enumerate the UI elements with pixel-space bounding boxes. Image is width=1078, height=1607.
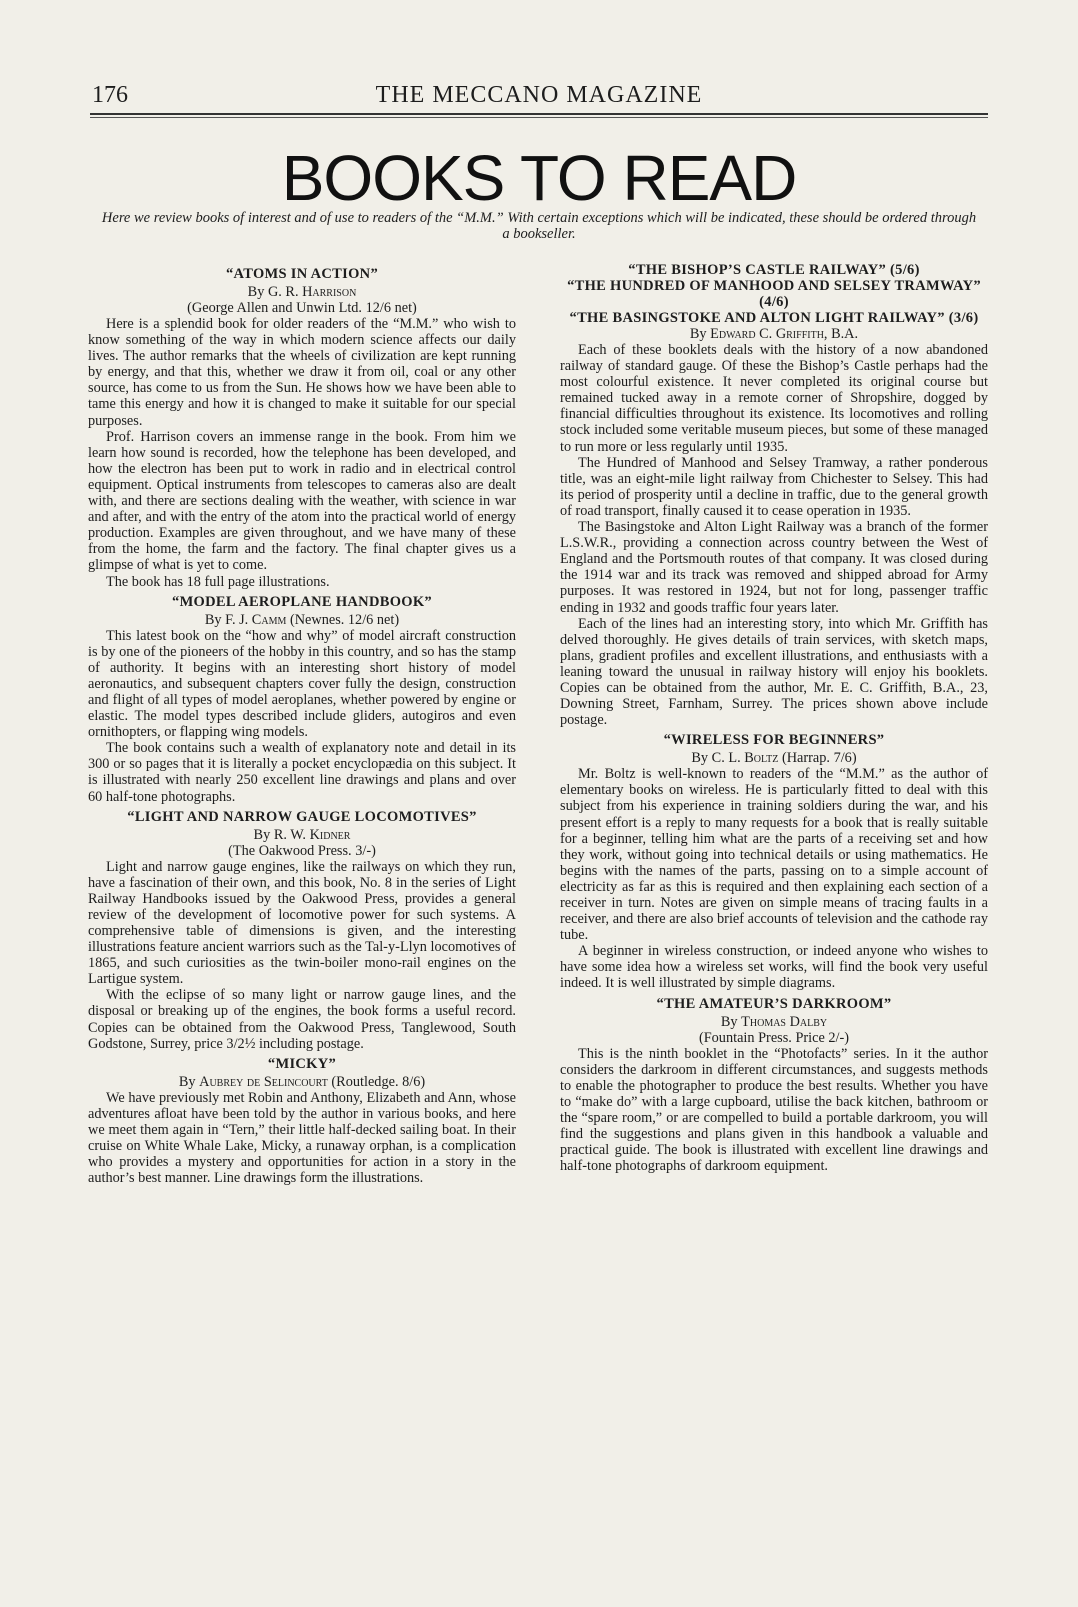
article-title: BOOKS TO READ [281, 142, 797, 214]
author-name: Edward C. Griffith, B.A. [710, 326, 859, 342]
page-number: 176 [92, 82, 128, 108]
review-paragraph: Each of these booklets deals with the history of a now abandoned railway of standard gauge. Of these the Bishop’s Castle perhaps had the most colourful existence. It never completed its original course but remained tucked away in a remote corner of Shropshire, dogged by financial difficulties throughout its existence. Its locomotives and rolling stock included some veritable museum pieces, but some of these managed to run more or less regularly until 1935. [560, 342, 988, 455]
review-byline: By F. J. Camm (Newnes. 12/6 net) [204, 611, 400, 628]
review-paragraph: The book contains such a wealth of explanatory note and detail in its 300 or so pages that it is literally a pocket encyclopædia on this subject. It is illustrated with nearly 250 excellent line drawings and plans and over 60 half-tone photographs. [88, 740, 516, 805]
article-intro: Here we review books of interest and of use to readers of the “M.M.” With certain exceptions which will be indicated, these should be ordered through a bookseller. [101, 210, 977, 242]
review-heading: “THE BASINGSTOKE AND ALTON LIGHT RAILWAY” (3/6) [569, 310, 979, 326]
review-heading: “THE HUNDRED OF MANHOOD AND SELSEY TRAMWAY” (4/6) [567, 278, 981, 310]
review-micky [88, 1056, 516, 1187]
review-paragraph: The Basingstoke and Alton Light Railway was a branch of the former L.S.W.R., providing a connection across country between the West of England and the Portsmouth routes of that company. It was closed during the 1914 war and its track was removed and shipped abroad for Army purposes. It was restored in 1924, but not for long, passenger traffic ending in 1932 and goods traffic four years later. [560, 519, 988, 616]
publisher-info: (Fountain Press. Price 2/-) [698, 1029, 850, 1046]
review-heading: “THE AMATEUR’S DARKROOM” [656, 995, 892, 1012]
review-paragraph: This latest book on the “how and why” of model aircraft construction is by one of the pioneers of the hobby in this country, and so has the stamp of authority. It begins with an interesting short history of model aeronautics, and subsequent chapters cover fully the design, construction and flight of all types of model aeroplanes, whether powered by engine or elastic. The model types described include gliders, autogiros and even ornithopters, or flapping wing models. [88, 627, 516, 741]
publisher-info: (Harrap. 7/6) [781, 750, 857, 767]
review-paragraph: We have previously met Robin and Anthony, Elizabeth and Ann, whose adventures afloat have been told by the author in various books, and here we meet them again in “Tern,” their little half-decked sailing boat. In their cruise on White Whale Lake, Micky, a runaway orphan, is a complication who provides a mystery and opportunities for action in a story in the author’s best manner. Line drawings form the illustrations. [88, 1089, 516, 1187]
review-wireless-for-beginners [560, 732, 988, 991]
review-paragraph: This is the ninth booklet in the “Photofacts” series. In it the author considers the darkroom in different circumstances, and suggests methods to enable the photographer to produce the best results. Whether you have to “make do” with a large cupboard, utilise the back kitchen, bathroom or the “spare room,” or are compelled to build a portable darkroom, you will find the suggestions and plans given in this handbook a valuable and practical guide. The book is illustrated with excellent line drawings and half-tone photographs of darkroom equipment. [560, 1045, 988, 1175]
review-heading: “MICKY” [267, 1055, 337, 1072]
running-header [90, 80, 988, 110]
publisher-info: (Newnes. 12/6 net) [289, 611, 400, 628]
review-paragraph: Mr. Boltz is well-known to readers of the “M.M.” as the author of elementary books on wireless. He is particularly fitted to deal with this subject from his experience in training soldiers during the war, and his present effort is a reply to many requests for a book that is really suitable for a beginner, telling him what are the parts of a receiving set and how they work, without going into technical details or using mathematics. He begins with the names of the parts, passing on to a simple account of electricity as far as this is required and then explaining each section of a receiver in turn. Notes are given on simple means of tracing faults in a receiver, and there are also brief accounts of television and the cathode ray tube. [560, 766, 988, 944]
review-paragraph: The Hundred of Manhood and Selsey Tramway, a rather ponderous title, was an eight-mile light railway from Chichester to Selsey. This had its period of prosperity until a decline in traffic, due to the general growth of road transport, finally caused it to cease operation in 1935. [560, 454, 988, 519]
review-headings [560, 262, 988, 326]
author-name: C. L. Boltz [711, 750, 779, 767]
review-railway-booklets [560, 262, 988, 728]
review-atoms-in-action [88, 266, 516, 590]
publisher-info: (Routledge. 8/6) [331, 1073, 426, 1090]
header-rule [90, 113, 988, 115]
review-heading: “WIRELESS FOR BEGINNERS” [663, 732, 885, 749]
right-column [560, 262, 988, 1174]
review-paragraph: A beginner in wireless construction, or indeed anyone who wishes to have some idea how a wireless set works, will find the book very useful indeed. It is well illustrated by simple diagrams. [560, 943, 988, 992]
author-name: F. J. Camm [225, 611, 287, 628]
magazine-title: THE MECCANO MAGAZINE [375, 82, 703, 108]
review-amateurs-darkroom [560, 996, 988, 1175]
author-name: G. R. Harrison [267, 284, 357, 300]
review-paragraph: Here is a splendid book for older readers of the “M.M.” who wish to know something of the way in which modern science affects our daily lives. The author remarks that the wheels of civilization are kept running by energy, and that this, whether we draw it from oil, coal or any other source, has come to us from the Sun. He shows how we have been able to tame this energy and how it is changed to make it suitable for our special purposes. [88, 316, 516, 429]
review-byline: By C. L. Boltz (Harrap. 7/6) [691, 750, 857, 767]
review-byline: By Edward C. Griffith, B.A. [689, 326, 859, 342]
review-light-narrow-gauge [88, 809, 516, 1052]
review-paragraph: Light and narrow gauge engines, like the railways on which they run, have a fascination of their own, and this book, No. 8 in the series of Light Railway Handbooks issued by the Oakwood Press, provides a general review of the development of locomotive power for such systems. A comprehensive table of dimensions is given, and the interesting illustrations feature ancient warriors such as the Tal-y-Llyn locomotives of 1865, and such curiosities as the twin-boiler mono-rail engines on the Lartigue system. [88, 858, 516, 988]
review-heading: “THE BISHOP’S CASTLE RAILWAY” (5/6) [628, 262, 920, 278]
review-paragraph: With the eclipse of so many light or narrow gauge lines, and the disposal or breaking up of the engines, the book forms a useful record. Copies can be obtained from the Oakwood Press, Tanglewood, South Godstone, Surrey, price 3/2½ including postage. [88, 987, 516, 1052]
review-model-aeroplane-handbook [88, 594, 516, 805]
publisher-info: (The Oakwood Press. 3/-) [228, 842, 376, 859]
review-heading: “MODEL AEROPLANE HANDBOOK” [172, 593, 432, 610]
header-rule-thin [90, 117, 988, 118]
review-heading: “LIGHT AND NARROW GAUGE LOCOMOTIVES” [127, 808, 477, 825]
review-paragraph: The book has 18 full page illustrations. [106, 573, 330, 590]
review-byline: By Aubrey de Selincourt (Routledge. 8/6) [178, 1073, 426, 1090]
review-byline: By Thomas Dalby [720, 1013, 828, 1030]
review-byline: By R. W. Kidner [253, 826, 351, 843]
review-byline: By G. R. Harrison [247, 284, 357, 300]
author-name: Aubrey de Selincourt [199, 1073, 328, 1090]
review-paragraph: Prof. Harrison covers an immense range in the book. From him we learn how sound is recorded, how the telephone has been developed, and how the electron has been put to work in radio and in electrical control equipment. Optical instruments from telescopes to cameras also are dealt with, and there are sections dealing with the weather, with science in war and after, and with the entry of the atom into the practical world of energy production. Examples are given throughout, and we have many of these from the home, the farm and the factory. The final chapter gives us a glimpse of what is yet to come. [88, 428, 516, 574]
review-paragraph: Each of the lines had an interesting story, into which Mr. Griffith has delved thoroughly. He gives details of train services, with sketch maps, plans, gradient profiles and excellent illustrations, and enthusiasts with a leaning toward the unusual in railway history will enjoy his booklets. Copies can be obtained from the author, Mr. E. C. Griffith, B.A., 23, Downing Street, Farnham, Surrey. The prices shown above include postage. [560, 615, 988, 729]
left-column [88, 262, 516, 1186]
author-name: Thomas Dalby [741, 1013, 828, 1030]
review-heading: “ATOMS IN ACTION” [225, 266, 378, 282]
publisher-info: (George Allen and Unwin Ltd. 12/6 net) [187, 300, 417, 316]
author-name: R. W. Kidner [273, 826, 351, 843]
